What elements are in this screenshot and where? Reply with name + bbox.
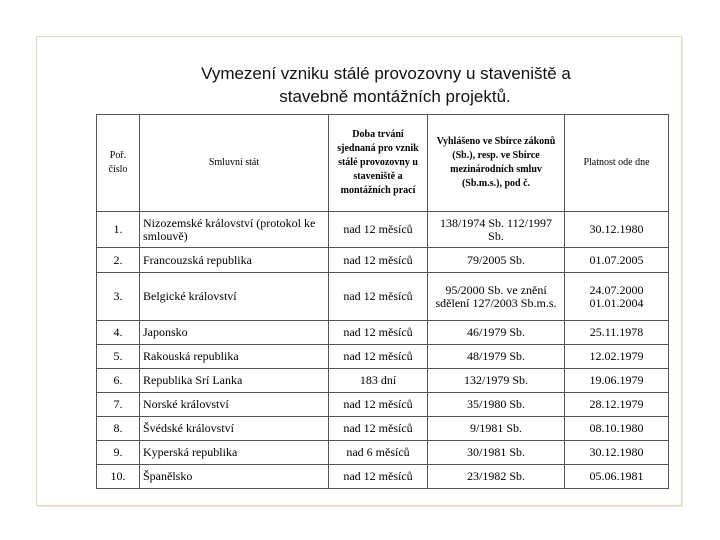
table-row bbox=[97, 417, 669, 441]
row-number: 6. bbox=[97, 369, 140, 393]
row-effective: 08.10.1980 bbox=[565, 417, 669, 441]
row-collection: 9/1981 Sb. bbox=[428, 417, 565, 441]
row-collection: 48/1979 Sb. bbox=[428, 345, 565, 369]
row-duration: nad 12 měsíců bbox=[329, 273, 428, 321]
treaty-table bbox=[96, 114, 669, 489]
row-number: 1. bbox=[97, 212, 140, 248]
row-effective: 05.06.1981 bbox=[565, 465, 669, 489]
row-collection: 35/1980 Sb. bbox=[428, 393, 565, 417]
row-number: 4. bbox=[97, 321, 140, 345]
row-duration: nad 12 měsíců bbox=[329, 465, 428, 489]
row-effective: 30.12.1980 bbox=[565, 441, 669, 465]
row-collection: 132/1979 Sb. bbox=[428, 369, 565, 393]
row-effective: 25.11.1978 bbox=[565, 321, 669, 345]
row-country: Francouzská republika bbox=[140, 248, 329, 273]
row-duration: nad 12 měsíců bbox=[329, 212, 428, 248]
row-collection: 95/2000 Sb. ve znění sdělení 127/2003 Sb.m.s. bbox=[428, 273, 565, 321]
row-collection: 46/1979 Sb. bbox=[428, 321, 565, 345]
row-country: Nizozemské království (protokol ke smlouvě) bbox=[140, 212, 329, 248]
row-country: Kyperská republika bbox=[140, 441, 329, 465]
row-country: Španělsko bbox=[140, 465, 329, 489]
header-duration: Doba trvání sjednaná pro vznik stálé provozovny u staveniště a montážních prací bbox=[329, 115, 428, 212]
table-row bbox=[97, 248, 669, 273]
header-collection: Vyhlášeno ve Sbírce zákonů (Sb.), resp. ve Sbírce mezinárodních smluv (Sb.m.s.), pod č. bbox=[428, 115, 565, 212]
row-number: 9. bbox=[97, 441, 140, 465]
row-country: Republika Srí Lanka bbox=[140, 369, 329, 393]
row-collection: 30/1981 Sb. bbox=[428, 441, 565, 465]
row-number: 3. bbox=[97, 273, 140, 321]
row-effective: 12.02.1979 bbox=[565, 345, 669, 369]
header-number: Poř. číslo bbox=[97, 115, 140, 212]
row-duration: nad 12 měsíců bbox=[329, 248, 428, 273]
table-row bbox=[97, 212, 669, 248]
row-country: Belgické království bbox=[140, 273, 329, 321]
row-collection: 23/1982 Sb. bbox=[428, 465, 565, 489]
table-row bbox=[97, 393, 669, 417]
table-row bbox=[97, 441, 669, 465]
row-effective: 01.07.2005 bbox=[565, 248, 669, 273]
header-country: Smluvní stát bbox=[140, 115, 329, 212]
row-number: 2. bbox=[97, 248, 140, 273]
row-effective: 30.12.1980 bbox=[565, 212, 669, 248]
table-row bbox=[97, 369, 669, 393]
row-duration: 183 dní bbox=[329, 369, 428, 393]
table-row bbox=[97, 345, 669, 369]
row-effective: 28.12.1979 bbox=[565, 393, 669, 417]
row-country: Norské království bbox=[140, 393, 329, 417]
row-number: 5. bbox=[97, 345, 140, 369]
row-country: Japonsko bbox=[140, 321, 329, 345]
row-duration: nad 12 měsíců bbox=[329, 417, 428, 441]
title-line-2: stavebně montážních projektů. bbox=[279, 87, 511, 106]
row-country: Rakouská republika bbox=[140, 345, 329, 369]
slide-title bbox=[0, 62, 720, 108]
row-effective: 24.07.2000 01.01.2004 bbox=[565, 273, 669, 321]
row-duration: nad 12 měsíců bbox=[329, 345, 428, 369]
row-number: 8. bbox=[97, 417, 140, 441]
table-row bbox=[97, 273, 669, 321]
row-duration: nad 12 měsíců bbox=[329, 393, 428, 417]
row-duration: nad 6 měsíců bbox=[329, 441, 428, 465]
row-duration: nad 12 měsíců bbox=[329, 321, 428, 345]
row-effective: 19.06.1979 bbox=[565, 369, 669, 393]
row-number: 7. bbox=[97, 393, 140, 417]
table-header-row bbox=[97, 115, 669, 212]
table-row bbox=[97, 465, 669, 489]
row-collection: 138/1974 Sb. 112/1997 Sb. bbox=[428, 212, 565, 248]
title-line-1: Vymezení vzniku stálé provozovny u staveniště a bbox=[201, 64, 571, 83]
row-number: 10. bbox=[97, 465, 140, 489]
table-row bbox=[97, 321, 669, 345]
row-collection: 79/2005 Sb. bbox=[428, 248, 565, 273]
header-effective: Platnost ode dne bbox=[565, 115, 669, 212]
row-country: Švédské království bbox=[140, 417, 329, 441]
